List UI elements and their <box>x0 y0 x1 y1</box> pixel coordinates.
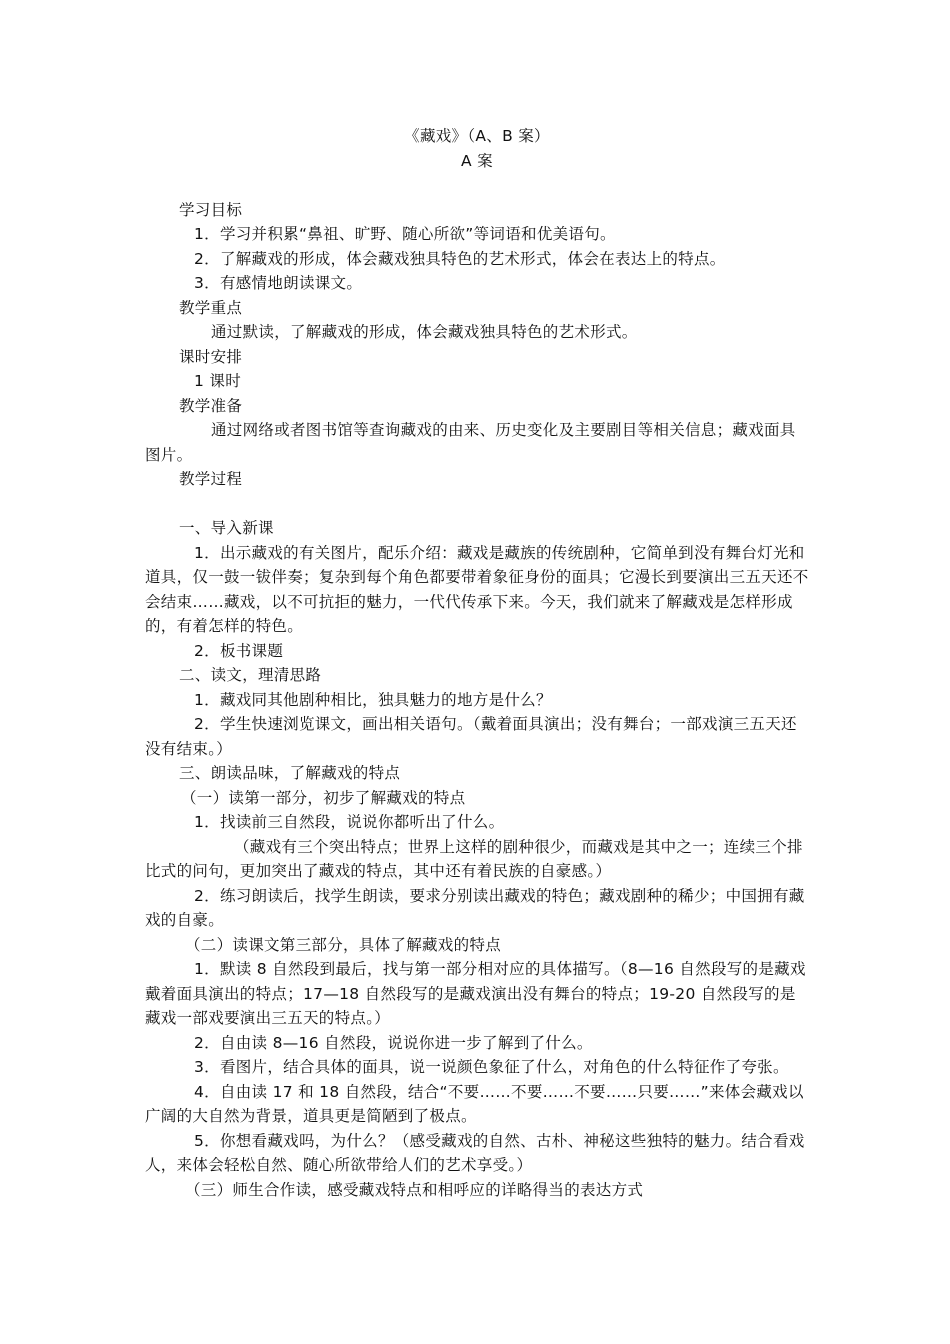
document-subtitle: A 案 <box>461 151 493 170</box>
goal-item: 3．有感情地朗读课文。 <box>194 274 363 292</box>
sub1-note: （藏戏有三个突出特点；世界上这样的剧种很少，而藏戏是其中之一；连续三个排比式的问句，更加突出了藏戏的特点，其中还有着民族的自豪感。） <box>145 837 803 880</box>
document-title: 《藏戏》（A、B 案） <box>404 127 550 145</box>
sub2-item: 1．默读 8 自然段到最后，找与第一部分相对应的具体描写。（8—16 自然段写的是藏戏戴着面具演出的特点；17—18 自然段写的是藏戏演出没有舞台的特点；19-20 自然段写的是藏戏一部戏要演出三五天的特点。） <box>145 960 806 1027</box>
sub2-item: 4．自由读 17 和 18 自然段，结合“不要……不要……不要……只要……”来体会藏戏以广阔的大自然为背景，道具更是简陋到了极点。 <box>145 1082 804 1125</box>
section-heading-schedule: 课时安排 <box>179 347 243 366</box>
spacer <box>145 492 809 517</box>
sub2-heading: （二）读课文第三部分，具体了解藏戏的特点 <box>185 935 502 954</box>
sub1-item: 2．练习朗读后，找学生朗读，要求分别读出藏戏的特色；藏戏剧种的稀少；中国拥有藏戏的自豪。 <box>145 886 805 929</box>
part1-item: 1．出示藏戏的有关图片，配乐介绍：藏戏是藏族的传统剧种，它简单到没有舞台灯光和道具，仅一鼓一钹伴奏；复杂到每个角色都要带着象征身份的面具；它漫长到要演出三五天还不会结束……藏戏，以不可抗拒的魅力，一代代传承下来。今天，我们就来了解藏戏是怎样形成的，有着怎样的特色。 <box>145 543 809 635</box>
sub3-heading: （三）师生合作读，感受藏戏特点和相呼应的详略得当的表达方式 <box>185 1180 644 1199</box>
section-heading-goals: 学习目标 <box>179 200 243 219</box>
sub1-heading: （一）读第一部分，初步了解藏戏的特点 <box>181 788 466 807</box>
goal-item: 2．了解藏戏的形成，体会藏戏独具特色的艺术形式，体会在表达上的特点。 <box>194 249 726 268</box>
part2-heading: 二、读文，理清思路 <box>179 666 322 684</box>
prep-text: 通过网络或者图书馆等查询藏戏的由来、历史变化及主要剧目等相关信息；藏戏面具图片。 <box>145 421 796 464</box>
part3-heading: 三、朗读品味，了解藏戏的特点 <box>179 764 401 782</box>
section-heading-prep: 教学准备 <box>179 396 243 415</box>
section-heading-focus: 教学重点 <box>179 298 243 317</box>
part1-item: 2．板书课题 <box>194 641 284 660</box>
focus-text: 通过默读，了解藏戏的形成，体会藏戏独具特色的艺术形式。 <box>211 323 638 341</box>
sub2-item: 3．看图片，结合具体的面具，说一说颜色象征了什么，对角色的什么特征作了夸张。 <box>194 1058 789 1076</box>
document-body <box>145 124 809 1202</box>
sub2-item: 2．自由读 8—16 自然段，说说你进一步了解到了什么。 <box>194 1033 593 1052</box>
goal-item: 1．学习并积累“鼻祖、旷野、随心所欲”等词语和优美语句。 <box>194 225 616 243</box>
sub1-item: 1．找读前三自然段，说说你都听出了什么。 <box>194 813 505 831</box>
part2-item: 1．藏戏同其他剧种相比，独具魅力的地方是什么？ <box>194 690 552 709</box>
part1-heading: 一、导入新课 <box>179 519 274 537</box>
part2-item: 2．学生快速浏览课文，画出相关语句。（戴着面具演出；没有舞台；一部戏演三五天还没有结束。） <box>145 715 797 758</box>
sub2-item: 5．你想看藏戏吗，为什么？（感受藏戏的自然、古朴、神秘这些独特的魅力。结合看戏人，来体会轻松自然、随心所欲带给人们的艺术享受。） <box>145 1131 805 1174</box>
section-heading-process: 教学过程 <box>179 470 243 488</box>
schedule-text: 1 课时 <box>194 372 241 390</box>
